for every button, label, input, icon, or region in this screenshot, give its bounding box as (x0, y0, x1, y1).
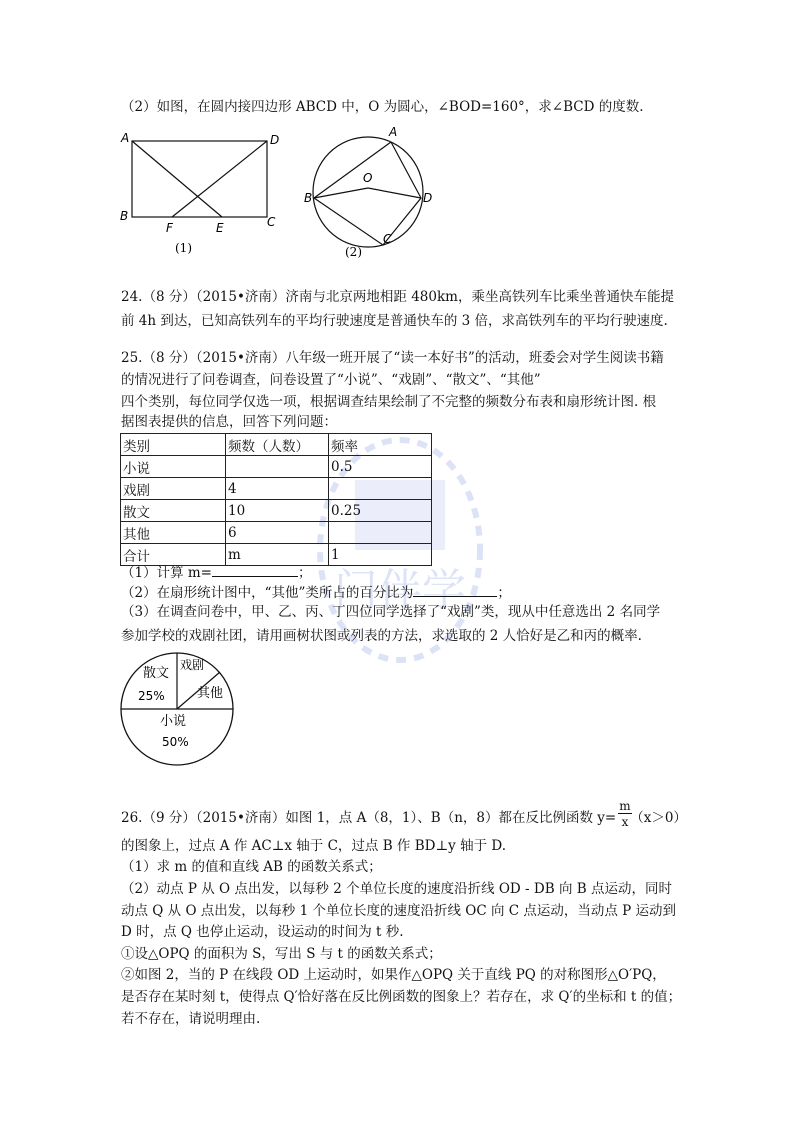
fig1-label-b: B (120, 209, 129, 223)
q25-sub2-text: （2）在扇形统计图中，“其他”类所占的百分比为 (121, 585, 414, 601)
fig1-caption: (1) (175, 241, 192, 255)
table-cell: 其他 (121, 522, 226, 544)
q25-line3: 四个类别，每位同学仅选一项，根据调查结果绘制了不完整的频数分布表和扇形统计图. 根 (121, 394, 657, 410)
table-row (121, 500, 432, 522)
answer-blank (212, 563, 298, 577)
pie-chart (118, 650, 240, 772)
fig2-caption: (2) (345, 245, 362, 259)
q25-sub2-end: ； (497, 585, 511, 601)
pie-label-xiaoshuo-pct: 50% (162, 735, 189, 749)
q26-line1 (121, 809, 687, 827)
pie-label-sanwen: 散文 (143, 666, 170, 681)
table-cell: 戏剧 (121, 478, 226, 500)
q25-sub1-end: ； (298, 565, 312, 581)
q24-line2: 前 4h 到达，已知高铁列车的平均行驶速度是普通快车的 3 倍，求高铁列车的平均行驶速度. (121, 313, 668, 329)
q26-line3: （1）求 m 的值和直线 AB 的函数关系式； (121, 859, 382, 875)
pie-label-qita: 其他 (197, 686, 224, 701)
fig2-label-b: B (304, 191, 313, 205)
fig1-label-e: E (216, 221, 224, 235)
table-cell: 合计 (121, 544, 226, 566)
table-cell: 散文 (121, 500, 226, 522)
table-cell: 6 (226, 522, 329, 544)
q25-sub2 (121, 583, 511, 602)
table-cell: 1 (329, 544, 432, 566)
pie-label-sanwen-pct: 25% (138, 689, 165, 703)
q25-sub3-line2: 参加学校的戏剧社团，请用画树状图或列表的方法，求选取的 2 人恰好是乙和丙的概率. (121, 628, 642, 644)
fig2-label-a: A (389, 125, 398, 139)
answer-blank (413, 583, 497, 597)
table-header-cell: 频率 (329, 434, 432, 456)
pie-label-xiju: 戏剧 (180, 658, 205, 672)
table-row (121, 522, 432, 544)
table-header-cell: 频数（人数） (226, 434, 329, 456)
fig2-label-d: D (423, 191, 433, 205)
table-cell: 0.5 (329, 456, 432, 478)
q25-sub1 (121, 563, 312, 582)
table-cell: m (226, 544, 329, 566)
table-row (121, 456, 432, 478)
fig2-label-c: C (383, 232, 392, 246)
table-cell: 4 (226, 478, 329, 500)
q26-line2: 的图象上，过点 A 作 AC⊥x 轴于 C，过点 B 作 BD⊥y 轴于 D. (121, 838, 506, 854)
q26-line7: ①设△OPQ 的面积为 S，写出 S 与 t 的函数关系式； (121, 946, 442, 962)
q26-line1-end: （x＞0） (630, 810, 687, 826)
fig1-label-d: D (270, 133, 280, 147)
fraction (618, 799, 632, 830)
q26-line10: 若不存在，请说明理由. (121, 1011, 261, 1027)
table-cell: 小说 (121, 456, 226, 478)
q26-line4: （2）动点 P 从 O 点出发，以每秒 2 个单位长度的速度沿折线 OD - DB 向 B 点运动，同时 (121, 881, 672, 897)
q26-line9: 是否存在某时刻 t，使得点 Q′恰好落在反比例函数的图象上？若存在，求 Q′的坐标和 t 的值； (121, 989, 682, 1005)
fig1-label-f: F (166, 221, 173, 235)
table-cell (226, 456, 329, 478)
table-header-cell: 类别 (121, 434, 226, 456)
fraction-numerator: m (619, 799, 631, 813)
fig1-label-a: A (121, 131, 130, 145)
q26-line6: D 时，点 Q 也停止运动，设运动的时间为 t 秒. (121, 924, 404, 940)
q25-sub1-text: （1）计算 m= (121, 565, 212, 581)
table-cell: 0.25 (329, 500, 432, 522)
table-row (121, 478, 432, 500)
q25-line2: 的情况进行了问卷调查，问卷设置了“小说”、“戏剧”、“散文”、“其他” (121, 372, 541, 388)
table-cell (329, 478, 432, 500)
q25-sub3-line1: （3）在调查问卷中，甲、乙、丙、丁四位同学选择了“戏剧”类，现从中任意选出 2 名同学 (121, 604, 661, 620)
q25-line4: 据图表提供的信息，回答下列问题： (121, 414, 337, 430)
q26-line1-text: 26.（9 分）（2015•济南）如图 1，点 A（8，1）、B（n，8）都在反比例函数 y= (121, 810, 617, 826)
table-cell: 10 (226, 500, 329, 522)
fraction-denominator: x (621, 815, 629, 829)
watermark-text: 门伴学 (334, 565, 466, 616)
frequency-table (120, 433, 432, 566)
q26-line5: 动点 Q 从 O 点出发，以每秒 1 个单位长度的速度沿折线 OC 向 C 点运动，当动点 P 运动到 (121, 903, 677, 919)
figure-1-rectangle (115, 128, 290, 258)
q25-line1: 25.（8 分）（2015•济南）八年级一班开展了“读一本好书”的活动，班委会对学生阅读书籍 (121, 350, 664, 366)
pie-label-xiaoshuo: 小说 (160, 714, 187, 729)
fig1-label-c: C (267, 215, 276, 229)
table-cell (329, 522, 432, 544)
figure-2-circle (300, 120, 450, 260)
fig2-label-o: O (363, 171, 373, 185)
q24-line1: 24.（8 分）（2015•济南）济南与北京两地相距 480km，乘坐高铁列车比乘坐普通快车能提 (121, 289, 674, 305)
q23-2-text: （2）如图，在圆内接四边形 ABCD 中，O 为圆心，∠BOD=160°，求∠BCD 的度数. (121, 99, 644, 115)
q26-line8: ②如图 2，当的 P 在线段 OD 上运动时，如果作△OPQ 关于直线 PQ 的对称图形△O′PQ， (121, 967, 666, 983)
table-header-row (121, 434, 432, 456)
